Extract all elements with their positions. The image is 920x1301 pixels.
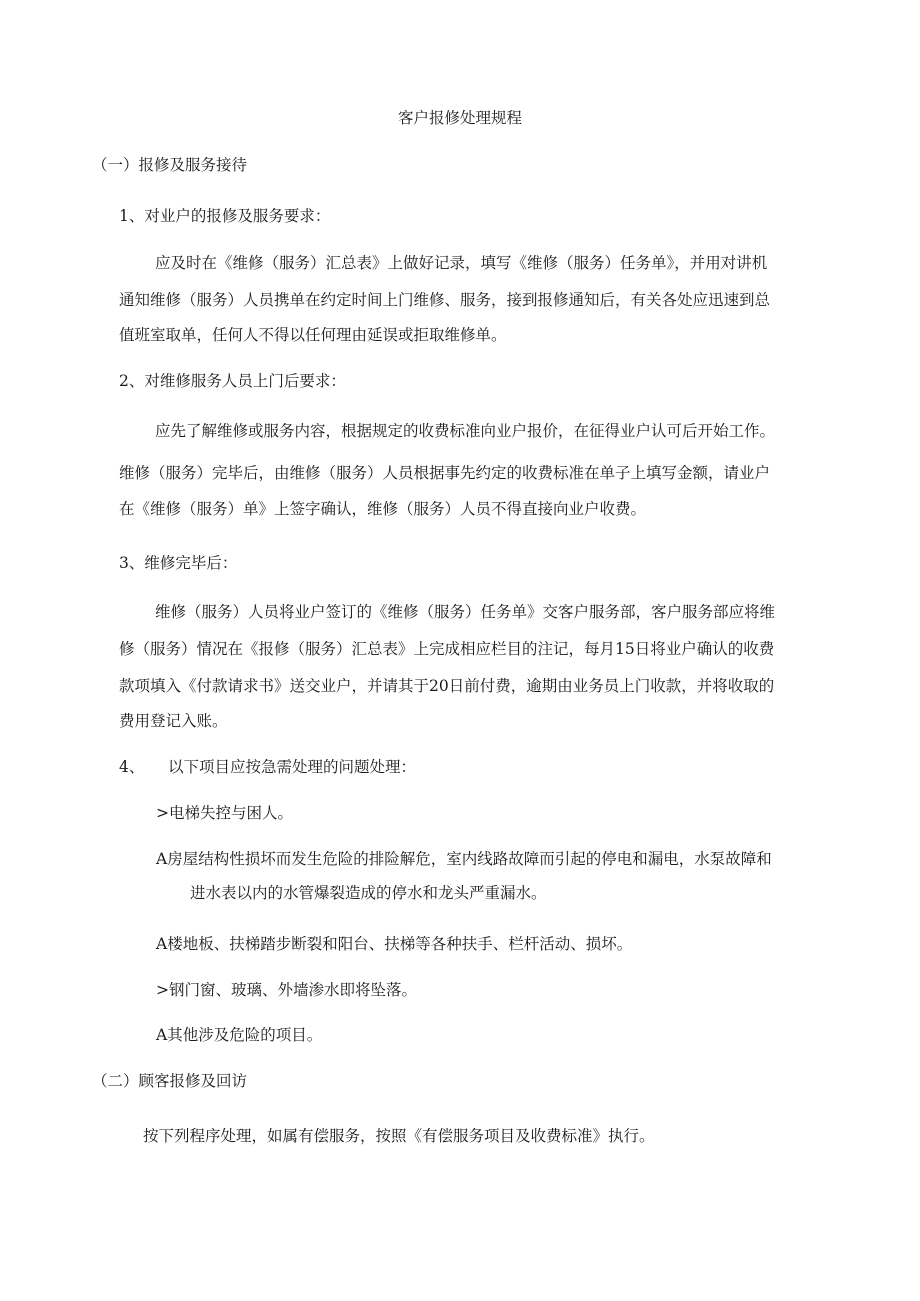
document-title: 客户报修处理规程 xyxy=(397,109,522,127)
urgent-item-structure-line-2: 进水表以内的水管爆裂造成的停水和龙头严重漏水。 xyxy=(190,884,547,902)
urgent-item-structure-line-1: A房屋结构性损坏而发生危险的排险解危，室内线路故障而引起的停电和漏电，水泵故障和 xyxy=(156,850,772,868)
urgent-item-windows: >钢门窗、玻璃、外墙渗水即将坠落。 xyxy=(156,981,417,999)
item-1-line-2: 通知维修（服务）人员携单在约定时间上门维修、服务，接到报修通知后，有关各处应迅速到总 xyxy=(119,291,771,309)
item-3-line-1: 维修（服务）人员将业户签订的《维修（服务）任务单》交客户服务部，客户服务部应将维 xyxy=(155,603,776,621)
urgent-item-other: A其他涉及危险的项目。 xyxy=(156,1026,323,1044)
urgent-item-elevator: >电梯失控与困人。 xyxy=(156,804,293,822)
section-2-line-1: 按下列程序处理，如属有偿服务，按照《有偿服务项目及收费标准》执行。 xyxy=(143,1127,655,1145)
item-2-heading: 2、对维修服务人员上门后要求： xyxy=(119,372,346,390)
item-4-number: 4、 xyxy=(119,758,145,776)
item-1-line-1: 应及时在《维修（服务）汇总表》上做好记录，填写《维修（服务）任务单》，并用对讲机 xyxy=(155,254,768,272)
section-1-heading: （一）报修及服务接待 xyxy=(92,156,248,174)
item-1-heading: 1、对业户的报修及服务要求： xyxy=(119,207,331,225)
item-2-line-2: 维修（服务）完毕后，由维修（服务）人员根据事先约定的收费标准在单子上填写金额，请业户 xyxy=(119,464,771,482)
item-3-line-3: 款项填入《付款请求书》送交业户，并请其于20日前付费，逾期由业务员上门收款，并将收取的 xyxy=(119,677,775,695)
item-3-heading: 3、维修完毕后： xyxy=(119,554,238,572)
item-4-heading: 以下项目应按急需处理的问题处理： xyxy=(168,758,417,776)
item-1-line-3: 值班室取单，任何人不得以任何理由延误或拒取维修单。 xyxy=(119,326,507,344)
item-3-line-4: 费用登记入账。 xyxy=(119,712,228,730)
urgent-item-floor-stairs: A楼地板、扶梯踏步断裂和阳台、扶梯等各种扶手、栏杆活动、损坏。 xyxy=(156,935,633,953)
item-2-line-3: 在《维修（服务）单》上签字确认，维修（服务）人员不得直接向业户收费。 xyxy=(119,500,647,518)
item-3-line-2: 修（服务）情况在《报修（服务）汇总表》上完成相应栏目的注记，每月15日将业户确认的收费 xyxy=(119,640,775,658)
item-2-line-1: 应先了解维修或服务内容，根据规定的收费标准向业户报价，在征得业户认可后开始工作。 xyxy=(155,422,776,440)
section-2-heading: （二）顾客报修及回访 xyxy=(92,1072,248,1090)
